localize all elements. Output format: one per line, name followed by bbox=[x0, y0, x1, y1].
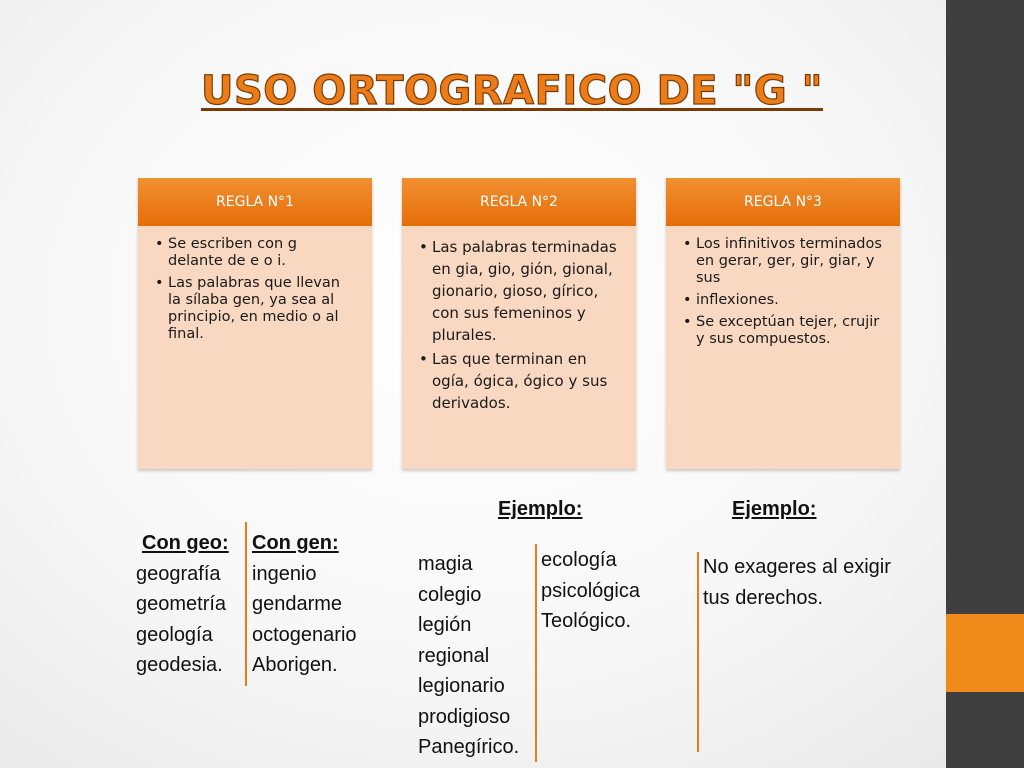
rule2-word: regional bbox=[418, 644, 490, 667]
gen-word: octogenario bbox=[252, 623, 357, 646]
divider-line bbox=[245, 522, 247, 686]
rule2-word: colegio bbox=[418, 583, 482, 606]
rule2-word: magia bbox=[418, 553, 473, 575]
rule-3-item: • Los infinitivos terminados en gerar, ger, gir, giar, y sus bbox=[682, 236, 884, 287]
gen-heading: Con gen: bbox=[252, 532, 339, 554]
gen-word: gendarme bbox=[252, 593, 343, 615]
rule2-word: psicológica bbox=[541, 579, 640, 602]
rule-heading-1: REGLA N°1 bbox=[138, 178, 372, 226]
rule3-example-line: No exageres al exigir bbox=[703, 556, 891, 578]
divider-line bbox=[697, 552, 699, 752]
rule2-word: legión bbox=[418, 614, 472, 636]
rule3-example-line: tus derechos. bbox=[703, 586, 824, 609]
rule-body-2 bbox=[402, 226, 636, 469]
rule-column-3 bbox=[666, 178, 900, 469]
geo-heading: Con geo: bbox=[142, 532, 229, 554]
rule2-word: ecología bbox=[541, 549, 617, 571]
geo-word: geología bbox=[136, 623, 213, 646]
rule-1-item: • Las palabras que llevan la sílaba gen, ya sea al principio, en medio o al final. bbox=[154, 275, 356, 343]
example-label-rule2: Ejemplo: bbox=[498, 498, 583, 520]
geo-word: geodesia. bbox=[136, 654, 223, 676]
rule2-word: legionario bbox=[418, 675, 505, 697]
rule3-example bbox=[703, 552, 891, 613]
rule2-examples-right bbox=[541, 545, 640, 637]
rule-body-1 bbox=[138, 226, 372, 469]
rule-heading-2: REGLA N°2 bbox=[402, 178, 636, 226]
rule-1-item: • Se escriben con g delante de e o i. bbox=[154, 236, 356, 270]
example-label-rule3: Ejemplo: bbox=[732, 498, 817, 520]
rule-column-1 bbox=[138, 178, 372, 469]
rule-3-item: • Se exceptúan tejer, crujir y sus compuestos. bbox=[682, 314, 884, 348]
rule-body-3 bbox=[666, 226, 900, 469]
rule2-word: Teológico. bbox=[541, 610, 632, 632]
rule-2-item: • Las que terminan en ogía, ógica, ógico y sus derivados. bbox=[418, 348, 620, 414]
rule-column-2 bbox=[402, 178, 636, 469]
geo-examples bbox=[136, 528, 229, 681]
geo-word: geografía bbox=[136, 562, 221, 585]
gen-word: ingenio bbox=[252, 562, 317, 585]
divider-line bbox=[535, 544, 537, 762]
geo-word: geometría bbox=[136, 593, 227, 615]
page-title: USO ORTOGRAFICO DE "G " bbox=[201, 68, 823, 114]
rule-2-item: • Las palabras terminadas en gia, gio, gión, gional, gionario, gioso, gírico, con sus femeninos y plurales. bbox=[418, 236, 620, 346]
side-accent bbox=[946, 614, 1024, 692]
gen-word: Aborigen. bbox=[252, 654, 338, 676]
rule-heading-3: REGLA N°3 bbox=[666, 178, 900, 226]
rule-3-item: • inflexiones. bbox=[682, 292, 884, 309]
gen-examples bbox=[252, 528, 357, 681]
rule2-word: Panegírico. bbox=[418, 736, 520, 758]
rule2-word: prodigioso bbox=[418, 705, 511, 728]
rule2-examples-left bbox=[418, 549, 519, 763]
